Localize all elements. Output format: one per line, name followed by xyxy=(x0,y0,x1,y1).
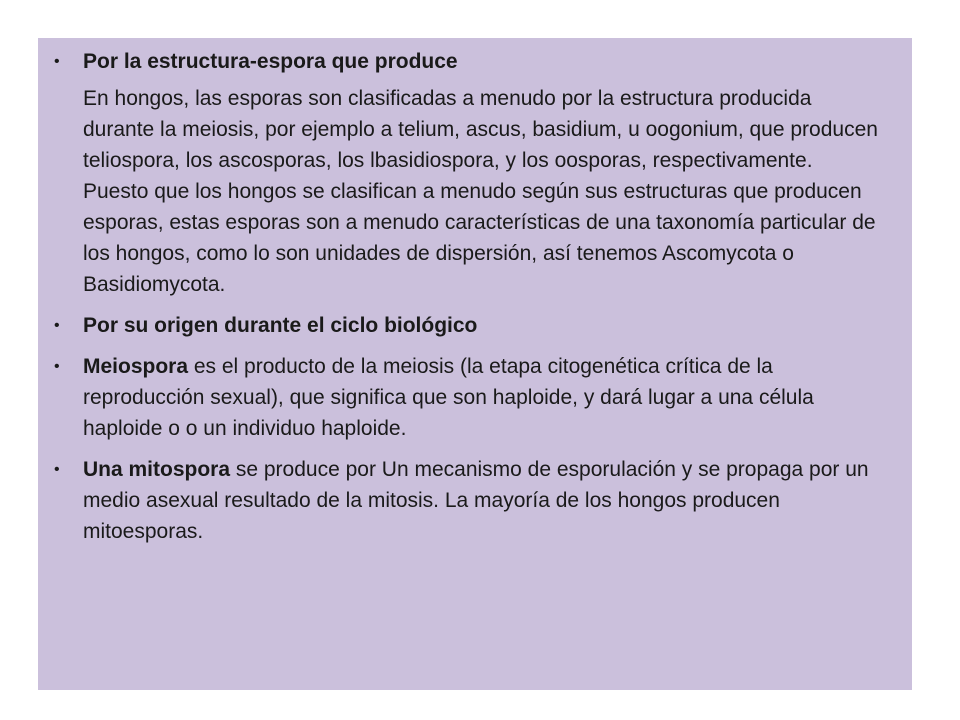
bullet-icon: • xyxy=(54,461,60,478)
slide-body xyxy=(38,38,912,547)
bullet-icon: • xyxy=(54,53,60,70)
heading-origin: Por su origen durante el ciclo biológico xyxy=(83,314,478,337)
bullet-item-meiospora xyxy=(46,351,882,444)
text-mitospora: se produce por Un mecanismo de esporulación y se propaga por un medio asexual resultado de la mitosis. La mayoría de los hongos producen mitoesporas. xyxy=(83,458,869,543)
term-mitospora: Una mitospora xyxy=(83,458,231,481)
paragraph-structure: En hongos, las esporas son clasificadas a menudo por la estructura producida durante la meiosis, por ejemplo a telium, ascus, basidium, u oogonium, que producen teliospora, los ascosporas, los lbasidiospora, y los oosporas, respectivamente. Puesto que los hongos se clasifican a menudo según sus estructuras que producen esporas, estas esporas son a menudo características de una taxonomía particular de los hongos, como lo son unidades de dispersión, así tenemos Ascomycota o Basidiomycota. xyxy=(83,87,878,296)
heading-structure: Por la estructura-espora que produce xyxy=(83,50,458,73)
bullet-icon: • xyxy=(54,317,60,334)
bullet-item-origin xyxy=(46,310,882,341)
content-panel xyxy=(38,38,912,690)
text-meiospora: es el producto de la meiosis (la etapa citogenética crítica de la reproducción sexual), que significa que son haploide, y dará lugar a una célula haploide o o un individuo haploide. xyxy=(83,355,814,440)
bullet-item-structure xyxy=(46,46,882,77)
term-meiospora: Meiospora xyxy=(83,355,189,378)
bullet-icon: • xyxy=(54,358,60,375)
bullet-item-mitospora xyxy=(46,454,882,547)
